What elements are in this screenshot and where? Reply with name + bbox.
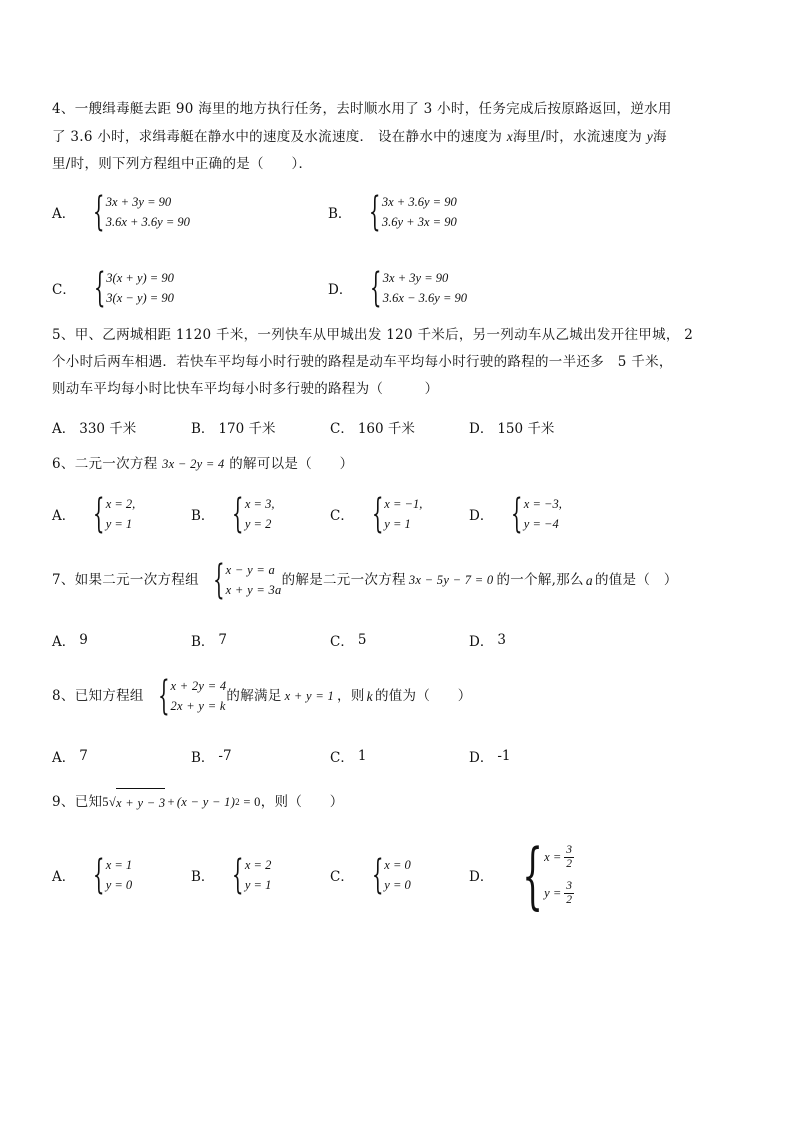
brace-icon: {	[93, 265, 106, 311]
q8-mid: 的解满足	[226, 687, 282, 704]
equation: x = 3,	[244, 497, 275, 511]
option-text: 330 千米	[79, 421, 137, 437]
q5-option-a[interactable]	[52, 417, 191, 437]
equation: 3x + 3y = 90	[105, 195, 172, 209]
question-7	[52, 557, 752, 650]
q4-line2-text: 了 3.6 小时，求缉毒艇在静水中的速度及水流速度． 设在静水中的速度为	[52, 129, 503, 145]
equation: 2x + y = k	[170, 699, 226, 713]
q5-option-b[interactable]	[191, 417, 330, 437]
q6-option-d[interactable]	[469, 491, 562, 537]
brace-icon: {	[511, 491, 523, 537]
equation: x + 2y = 4	[170, 679, 227, 693]
brace-icon: {	[369, 189, 381, 235]
equation-system	[356, 265, 467, 311]
q5-line3: 则动车平均每小时比快车平均每小时多行驶的路程为（ ）	[52, 381, 439, 397]
numerator: 3	[566, 843, 572, 856]
q9-coef: 5	[102, 795, 109, 809]
equation: y = 1	[105, 517, 133, 531]
q9-radicand: x + y − 3	[116, 788, 165, 817]
q4-option-b[interactable]	[328, 189, 457, 235]
q8-pre: 8、已知方程组	[52, 687, 144, 704]
q8-equation-system	[144, 673, 227, 719]
q9-option-a[interactable]	[52, 852, 191, 898]
brace-icon: {	[371, 491, 384, 537]
equation: x = −1,	[384, 497, 423, 511]
q9-plus: +	[167, 795, 175, 809]
q7-equation-system	[199, 557, 282, 603]
q4-line2b: 海里/时，水流速度为	[513, 129, 643, 145]
brace-icon: {	[232, 491, 244, 537]
equation: 3(x + y) = 90	[106, 271, 174, 285]
equation: 3.6x + 3.6y = 90	[105, 215, 190, 229]
sqrt-icon: √	[108, 795, 117, 809]
brace-icon: {	[93, 852, 105, 898]
option-text: -7	[218, 748, 232, 764]
brace-icon: {	[93, 491, 105, 537]
option-label: B．	[191, 421, 215, 437]
option-text: 150 千米	[497, 421, 555, 437]
question-8-stem	[52, 673, 752, 719]
q4-line2c: 海	[653, 129, 667, 145]
equation-system	[79, 852, 133, 898]
option-text: -1	[497, 748, 511, 764]
question-4	[52, 96, 752, 311]
q6-option-b[interactable]	[191, 491, 330, 537]
q9-option-b[interactable]	[191, 852, 330, 898]
question-4-stem	[52, 96, 752, 178]
option-label: A．	[52, 206, 76, 222]
question-7-stem	[52, 557, 752, 603]
q8-equation: x + y = 1	[284, 688, 335, 703]
q5-line2: 个小时后两车相遇．若快车平均每小时行驶的路程是动车平均每小时行驶的路程的一半还多 5 千米，	[52, 354, 673, 370]
q7-option-a[interactable]	[52, 630, 191, 650]
option-label: D．	[469, 634, 494, 650]
q6-pre: 6、二元一次方程	[52, 456, 158, 472]
exam-page	[52, 96, 752, 917]
brace-icon: {	[522, 833, 544, 917]
equation: x − y = a	[225, 563, 276, 577]
numerator: 3	[566, 879, 572, 892]
equation-system	[79, 189, 190, 235]
lhs: x =	[544, 850, 562, 864]
q5-options-row	[52, 417, 752, 437]
option-label: A．	[52, 634, 76, 650]
option-text: 5	[357, 632, 367, 648]
option-text: 160 千米	[357, 421, 415, 437]
q4-option-d[interactable]	[328, 265, 467, 311]
equation: x = 2,	[105, 497, 136, 511]
option-label: B．	[191, 508, 215, 524]
equation: y = 0	[384, 878, 411, 892]
q8-options-row	[52, 746, 752, 766]
q7-var-a: a	[585, 572, 593, 588]
option-label: C．	[330, 508, 354, 524]
q4-option-c[interactable]	[52, 265, 328, 311]
equation-system	[79, 491, 136, 537]
q8-option-a[interactable]	[52, 746, 191, 766]
q7-mid2: 的一个解,那么	[496, 571, 584, 588]
option-text: 9	[79, 632, 88, 648]
option-label: B．	[328, 206, 352, 222]
option-label: D．	[469, 508, 494, 524]
equation	[544, 839, 574, 875]
q8-option-b[interactable]	[191, 746, 330, 766]
equation: 3.6x − 3.6y = 90	[382, 291, 467, 305]
fraction	[564, 880, 574, 907]
equation: y = 0	[105, 878, 133, 892]
equation: 3x + 3.6y = 90	[381, 195, 457, 209]
option-label: A．	[52, 750, 76, 766]
q5-line1: 5、甲、乙两城相距 1120 千米，一列快车从甲城出发 120 千米后，另一列动车从乙城出发开往甲城， 2	[52, 327, 694, 343]
q8-post: 的值为（ ）	[374, 687, 472, 704]
brace-icon: {	[213, 557, 225, 603]
equation: y = 1	[244, 878, 272, 892]
q7-option-c[interactable]	[330, 630, 469, 650]
q8-option-d[interactable]	[469, 746, 510, 766]
q6-post: 的解可以是（ ）	[229, 456, 354, 472]
option-label: D．	[469, 750, 494, 766]
equation-system	[358, 852, 411, 898]
option-label: D．	[469, 421, 494, 437]
question-8	[52, 673, 752, 766]
q6-options-row	[52, 491, 752, 537]
equation: x = 2	[244, 858, 272, 872]
brace-icon: {	[232, 852, 244, 898]
equation-system	[497, 491, 562, 537]
q7-options-row	[52, 630, 752, 650]
question-6	[52, 451, 752, 537]
question-9-stem	[52, 788, 752, 817]
q7-post: 的值是（ ）	[594, 571, 678, 588]
equation: y = −4	[523, 517, 559, 531]
q7-mid: 的解是二元一次方程	[281, 571, 406, 588]
q6-option-c[interactable]	[330, 491, 469, 537]
q6-equation: 3x − 2y = 4	[162, 457, 225, 471]
q9-option-c[interactable]	[330, 852, 469, 898]
option-text: 7	[79, 748, 88, 764]
option-label: B．	[191, 869, 215, 885]
equation: y = 1	[384, 517, 411, 531]
question-9	[52, 788, 752, 917]
q9-options-row	[52, 833, 752, 917]
q4-option-a[interactable]	[52, 189, 328, 235]
equation-system	[358, 491, 423, 537]
option-label: B．	[191, 634, 215, 650]
q9-exp: 2	[235, 797, 240, 807]
equation: x = 1	[105, 858, 133, 872]
equation: 3x + 3y = 90	[382, 271, 449, 285]
q8-mid2: ，则	[337, 687, 365, 704]
option-label: C．	[330, 750, 354, 766]
equation: x + y = 3a	[225, 583, 282, 597]
brace-icon: {	[93, 189, 105, 235]
equation-system	[218, 852, 272, 898]
q4-options-row-1	[52, 189, 752, 235]
question-6-stem	[52, 451, 752, 478]
q4-var-x: x	[506, 129, 514, 144]
option-text: 1	[357, 748, 367, 764]
lhs: y =	[544, 886, 562, 900]
equation: 3.6y + 3x = 90	[381, 215, 457, 229]
q7-pre: 7、如果二元一次方程组	[52, 571, 199, 588]
q7-option-d[interactable]	[469, 630, 506, 650]
q4-var-y: y	[646, 129, 653, 144]
equation	[544, 875, 574, 911]
q8-option-c[interactable]	[330, 746, 469, 766]
question-5-stem	[52, 322, 752, 403]
question-5	[52, 322, 752, 437]
denominator: 2	[566, 893, 572, 906]
equation: y = 2	[244, 517, 272, 531]
q8-var-k: k	[366, 688, 373, 704]
option-label: D．	[328, 282, 353, 298]
equation-system	[355, 189, 457, 235]
q9-option-d[interactable]	[469, 833, 574, 917]
q9-square: (x − y − 1)	[176, 795, 236, 809]
brace-icon: {	[371, 852, 384, 898]
q6-option-a[interactable]	[52, 491, 191, 537]
option-label: C．	[330, 634, 354, 650]
q5-option-c[interactable]	[330, 417, 469, 437]
option-text: 3	[497, 632, 506, 648]
option-label: C．	[330, 869, 354, 885]
q9-expression	[102, 788, 260, 817]
option-label: A．	[52, 421, 76, 437]
brace-icon: {	[157, 673, 170, 719]
option-label: A．	[52, 869, 76, 885]
option-label: C．	[52, 282, 76, 298]
q9-pre: 9、已知	[52, 794, 103, 810]
equation-system	[218, 491, 275, 537]
equation-system	[497, 833, 574, 917]
q4-line1: 4、一艘缉毒艇去距 90 海里的地方执行任务，去时顺水用了 3 小时，任务完成后按原路返回，逆水用	[52, 101, 672, 117]
q7-equation: 3x − 5y − 7 = 0	[408, 572, 494, 587]
option-text: 7	[218, 632, 228, 648]
denominator: 2	[566, 857, 572, 870]
q4-line3: 里/时，则下列方程组中正确的是（ ）．	[52, 156, 313, 172]
q4-options-row-2	[52, 265, 752, 311]
option-text: 170 千米	[218, 421, 276, 437]
option-label: A．	[52, 508, 76, 524]
q7-option-b[interactable]	[191, 630, 330, 650]
equation-system	[80, 265, 174, 311]
option-label: D．	[469, 869, 494, 885]
q4-line2	[52, 123, 752, 151]
q5-option-d[interactable]	[469, 417, 554, 437]
fraction	[564, 844, 574, 871]
equation: 3(x − y) = 90	[106, 291, 174, 305]
brace-icon: {	[370, 265, 382, 311]
option-label: B．	[191, 750, 215, 766]
equation: x = −3,	[523, 497, 562, 511]
q9-eqz: = 0	[239, 795, 261, 809]
option-label: C．	[330, 421, 354, 437]
equation: x = 0	[384, 858, 411, 872]
q9-post: ，则（ ）	[260, 794, 344, 810]
